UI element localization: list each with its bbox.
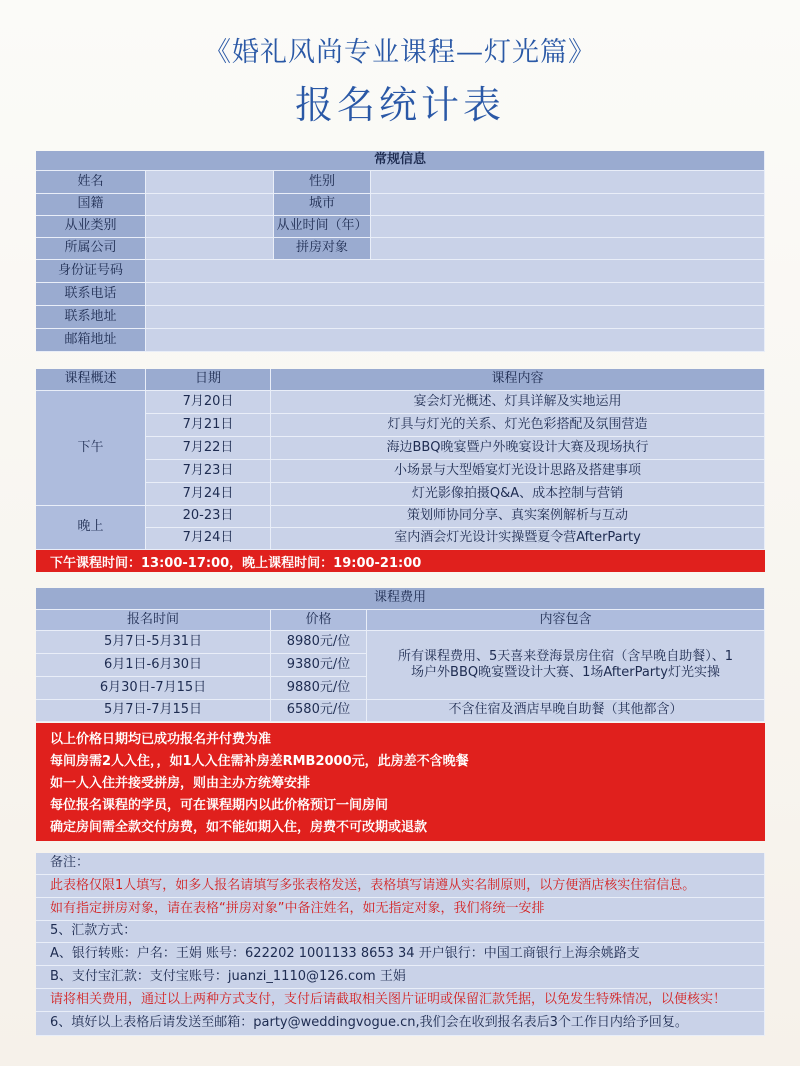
schedule-content: 海边BBQ晚宴暨户外晚宴设计大赛及现场执行 (271, 437, 765, 460)
company-label: 所属公司 (36, 238, 146, 260)
fee-price: 9380元/位 (271, 654, 367, 677)
remark-line: 此表格仅限1人填写，如多人报名请填写多张表格发送，表格填写请遵从实名制原则，以方便酒店核实住宿信息。 (36, 875, 765, 898)
schedule-content: 灯光影像拍摄Q&A、成本控制与营销 (271, 483, 765, 506)
notice-line: 确定房间需全款交付房费，如不能如期入住，房费不可改期或退款 (50, 820, 428, 835)
profession-label: 从业类别 (36, 216, 146, 238)
phone-field[interactable] (146, 283, 765, 306)
schedule-table (36, 369, 765, 572)
remark-line: 5、汇款方式： (36, 921, 765, 943)
fee-period: 6月30日-7月15日 (36, 677, 271, 700)
col-price: 价格 (271, 610, 367, 631)
alipay-info: B、支付宝汇款：支付宝账号：juanzi_1110@126.com 王娟 (36, 966, 765, 989)
col-includes: 内容包含 (367, 610, 765, 631)
years-label: 从业时间（年） (274, 216, 371, 238)
schedule-content: 宴会灯光概述、灯具详解及实地运用 (271, 391, 765, 414)
schedule-content: 策划师协同分享、真实案例解析与互动 (271, 506, 765, 528)
schedule-date: 7月24日 (146, 483, 271, 506)
col-date: 日期 (146, 369, 271, 391)
email-label: 邮箱地址 (36, 329, 146, 352)
schedule-content: 灯具与灯光的关系、灯光色彩搭配及氛围营造 (271, 414, 765, 437)
profession-field[interactable] (146, 216, 274, 238)
fee-period: 6月1日-6月30日 (36, 654, 271, 677)
schedule-date: 7月22日 (146, 437, 271, 460)
evening-label: 晚上 (36, 506, 146, 550)
page-subtitle: 《婚礼风尚专业课程—灯光篇》 (204, 37, 596, 68)
roommate-label: 拼房对象 (274, 238, 371, 260)
page-title: 报名统计表 (294, 83, 505, 127)
class-time-note: 下午课程时间：13:00-17:00，晚上课程时间：19:00-21:00 (36, 550, 765, 572)
bank-transfer-info: A、银行转账：户名：王娟 账号：622202 1001133 8653 34 开户银行：中国工商银行上海余姚路支 (36, 943, 765, 966)
schedule-date: 7月20日 (146, 391, 271, 414)
afternoon-label: 下午 (36, 391, 146, 506)
notice-line: 以上价格日期均已成功报名并付费为准 (50, 732, 272, 747)
gender-label: 性别 (274, 171, 371, 194)
id-number-field[interactable] (146, 260, 765, 283)
fee-price: 6580元/位 (271, 700, 367, 722)
roommate-field[interactable] (371, 238, 765, 260)
notice-block (36, 723, 765, 841)
schedule-date: 7月21日 (146, 414, 271, 437)
col-period: 报名时间 (36, 610, 271, 631)
fee-includes-main: 所有课程费用、5天喜来登海景房住宿（含早晚自助餐）、1场户外BBQ晚宴暨设计大赛、1场AfterParty灯光实操 (367, 631, 765, 700)
city-label: 城市 (274, 194, 371, 216)
fees-header: 课程费用 (36, 588, 765, 610)
col-content: 课程内容 (271, 369, 765, 391)
remarks-title: 备注： (36, 853, 765, 875)
nationality-label: 国籍 (36, 194, 146, 216)
id-number-label: 身份证号码 (36, 260, 146, 283)
fee-price: 8980元/位 (271, 631, 367, 654)
notice-line: 每位报名课程的学员，可在课程期内以此价格预订一间房间 (50, 798, 389, 813)
address-field[interactable] (146, 306, 765, 329)
name-label: 姓名 (36, 171, 146, 194)
name-field[interactable] (146, 171, 274, 194)
fee-period: 5月7日-7月15日 (36, 700, 271, 722)
schedule-date: 7月24日 (146, 528, 271, 550)
notice-line: 每间房需2人入住，，如1人入住需补房差RMB2000元，此房差不含晚餐 (50, 754, 469, 769)
address-label: 联系地址 (36, 306, 146, 329)
fee-price: 9880元/位 (271, 677, 367, 700)
remarks-table (36, 853, 765, 1036)
remark-line: 请将相关费用，通过以上两种方式支付，支付后请截取相关图片证明或保留汇款凭据，以免发生特殊情况，以便核实！ (36, 989, 765, 1012)
schedule-date: 20-23日 (146, 506, 271, 528)
general-info-table (36, 151, 765, 352)
fee-includes-alt: 不含住宿及酒店早晚自助餐（其他都含） (367, 700, 765, 722)
notice-line: 如一人入住并接受拼房，则由主办方统筹安排 (50, 776, 311, 791)
remark-line: 如有指定拼房对象，请在表格“拼房对象”中备注姓名，如无指定对象，我们将统一安排 (36, 898, 765, 921)
company-field[interactable] (146, 238, 274, 260)
schedule-content: 小场景与大型婚宴灯光设计思路及搭建事项 (271, 460, 765, 483)
schedule-date: 7月23日 (146, 460, 271, 483)
years-field[interactable] (371, 216, 765, 238)
general-info-header: 常规信息 (36, 151, 765, 171)
fee-period: 5月7日-5月31日 (36, 631, 271, 654)
phone-label: 联系电话 (36, 283, 146, 306)
fees-table (36, 588, 765, 722)
schedule-content: 室内酒会灯光设计实操暨夏令营AfterParty (271, 528, 765, 550)
col-overview: 课程概述 (36, 369, 146, 391)
gender-field[interactable] (371, 171, 765, 194)
city-field[interactable] (371, 194, 765, 216)
email-field[interactable] (146, 329, 765, 352)
nationality-field[interactable] (146, 194, 274, 216)
email-submit-info: 6、填好以上表格后请发送至邮箱：party@weddingvogue.cn,我们会在收到报名表后3个工作日内给予回复。 (36, 1012, 765, 1036)
